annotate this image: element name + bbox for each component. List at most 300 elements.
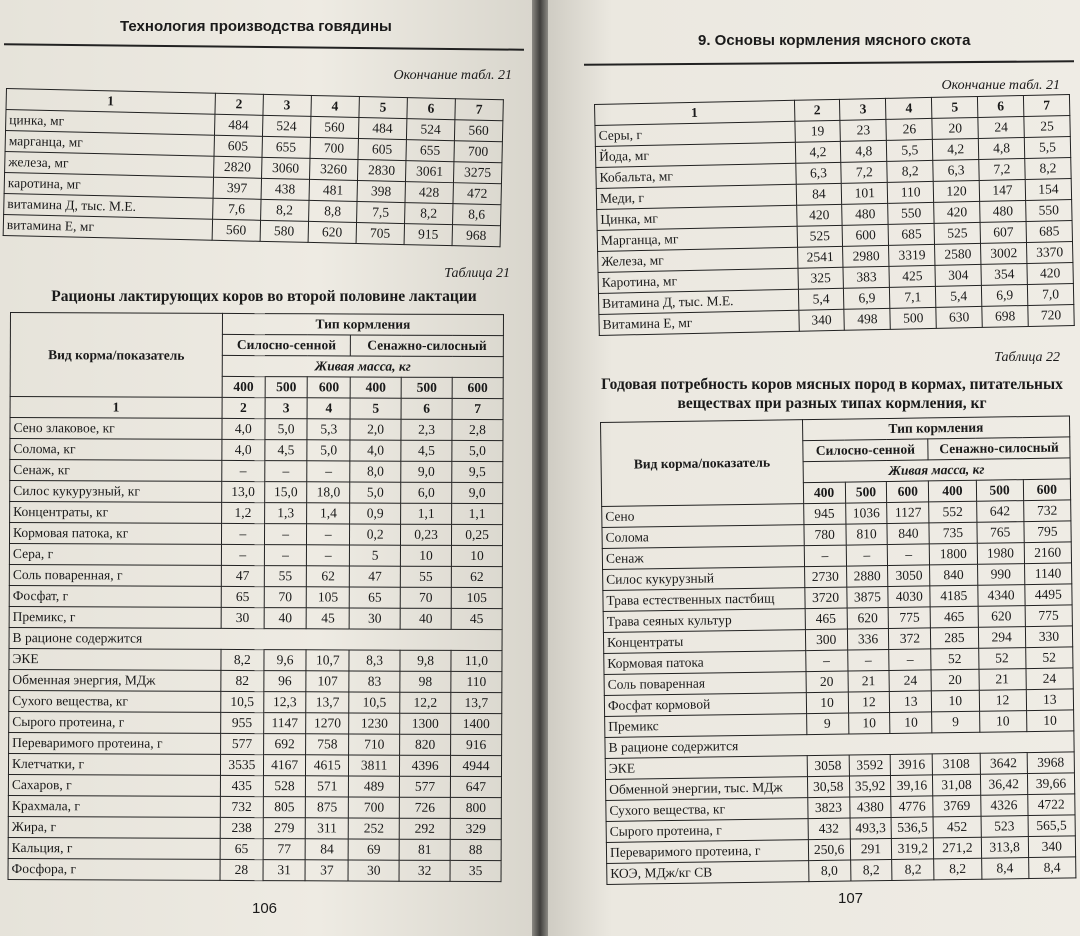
main-table <box>8 312 504 882</box>
table-cell: 45 <box>451 608 502 629</box>
table-cell: 340 <box>798 309 844 331</box>
table-cell: 452 <box>933 816 981 838</box>
row-label: Меди, г <box>596 184 796 209</box>
table-cell: 285 <box>931 627 979 649</box>
row-label: В рационе содержится <box>9 627 502 650</box>
table-cell: 40 <box>400 608 451 629</box>
table-cell: 3275 <box>453 162 502 184</box>
table-cell: 3642 <box>980 753 1028 775</box>
table-cell: 758 <box>306 734 349 755</box>
table-cell: 726 <box>399 797 450 818</box>
table-cell: 36,42 <box>980 774 1028 796</box>
table-cell: – <box>264 461 307 482</box>
mass-value: 600 <box>887 481 929 503</box>
table-cell: – <box>805 650 847 672</box>
table-cell: 24 <box>978 116 1024 138</box>
table-cell: 4,2 <box>795 141 841 163</box>
table-cell: 311 <box>306 818 349 839</box>
mass-value: 400 <box>803 482 845 504</box>
mass-value: 500 <box>401 377 452 398</box>
table-cell: 8,0 <box>808 860 850 882</box>
table-cell: 6,9 <box>982 284 1028 306</box>
mass-value: 400 <box>222 376 265 397</box>
table-cell: 40 <box>264 608 307 629</box>
table-cell: 4,0 <box>222 418 265 439</box>
table-cell: 915 <box>404 224 452 246</box>
table-cell: 83 <box>349 671 400 692</box>
table-cell: 18,0 <box>307 482 350 503</box>
table-cell: 945 <box>803 503 845 525</box>
table-cell: 655 <box>262 136 310 158</box>
table-cell: 24 <box>889 670 931 692</box>
table-cell: 10 <box>451 545 502 566</box>
table-cell: 3370 <box>1027 242 1073 264</box>
table-cell: 4776 <box>891 796 933 818</box>
table-cell: 4,8 <box>978 137 1024 159</box>
table-cell: 550 <box>888 202 934 224</box>
table-cell: 52 <box>1025 647 1073 669</box>
table-cell: 620 <box>308 221 356 243</box>
table-cell: 9 <box>932 711 980 733</box>
table-cell: 250,6 <box>808 839 850 861</box>
table-cell: 765 <box>976 522 1024 544</box>
table-cell: 77 <box>263 839 306 860</box>
table-cell: 1300 <box>400 713 451 734</box>
row-label: Сера, г <box>9 544 221 566</box>
table-cell: 700 <box>310 137 358 159</box>
table-title: Годовая потребность коров мясных пород в кормах, питательных веществах при разных типах кормления, кг <box>601 376 1063 412</box>
table-cell: 3720 <box>804 587 846 609</box>
table-cell: 105 <box>451 587 502 608</box>
table-cell: 9 <box>806 713 848 735</box>
table-cell: 3916 <box>891 754 933 776</box>
table-cell: 536,5 <box>891 817 933 839</box>
row-label: Фосфат кормовой <box>604 693 806 717</box>
row-label: Переваримого протеина, г <box>9 732 221 754</box>
table-row <box>8 753 501 776</box>
table-row <box>8 816 501 839</box>
table-cell: 30 <box>348 860 399 881</box>
table-cell: 0,23 <box>401 524 452 545</box>
table-cell: 550 <box>1026 200 1072 222</box>
table-cell: 3319 <box>889 244 935 266</box>
table-row <box>8 858 501 881</box>
table-cell: 20 <box>932 117 978 139</box>
table-cell: 340 <box>1028 836 1076 858</box>
table-cell: 432 <box>808 818 850 840</box>
table-cell: 336 <box>847 628 889 650</box>
table-cell: 107 <box>306 671 349 692</box>
column-header: Вид корма/показатель <box>601 420 804 507</box>
table-cell: 0,9 <box>350 503 401 524</box>
table-cell: 47 <box>221 565 264 586</box>
right-page <box>548 0 1080 936</box>
table-cell: 8,2 <box>404 203 452 225</box>
table-cell: 2880 <box>846 565 888 587</box>
table-cell: 820 <box>400 734 451 755</box>
table-cell: 525 <box>934 222 980 244</box>
table-cell: 2,8 <box>452 419 503 440</box>
table-cell: 30 <box>349 608 400 629</box>
table-cell: 5,0 <box>350 482 401 503</box>
column-number: 6 <box>407 98 455 120</box>
row-label: Премикс <box>605 714 807 738</box>
header-rule <box>4 43 524 50</box>
table-cell: 7,0 <box>1027 284 1073 306</box>
table-cell: 2830 <box>357 159 405 181</box>
table-cell: 795 <box>1024 521 1072 543</box>
row-label: Крахмала, г <box>8 795 220 817</box>
table-cell: 1147 <box>263 713 306 734</box>
table-cell: 1140 <box>1024 563 1072 585</box>
table-cell: 630 <box>936 306 982 328</box>
type-a-header: Силосно-сенной <box>802 439 928 462</box>
table-cell: 4030 <box>888 586 930 608</box>
table-cell: 9,0 <box>452 482 503 503</box>
table-cell: 840 <box>930 564 978 586</box>
table-cell: 875 <box>306 797 349 818</box>
table-label: Таблица 22 <box>994 350 1060 365</box>
table-cell: 1,3 <box>264 503 307 524</box>
table-cell: 692 <box>263 734 306 755</box>
table-cell: 2160 <box>1024 542 1072 564</box>
row-label: Переваримого протеина, г <box>606 840 808 864</box>
row-label: Клетчатки, г <box>8 753 220 775</box>
table-cell: 300 <box>805 629 847 651</box>
table-cell: 2980 <box>843 245 889 267</box>
column-number: 6 <box>401 398 452 419</box>
table-cell: 620 <box>847 607 889 629</box>
table-cell: 775 <box>889 607 931 629</box>
table-cell: 1,2 <box>222 502 265 523</box>
table-row <box>9 711 502 734</box>
table-row <box>9 648 502 671</box>
table-cell: 8,2 <box>1025 158 1071 180</box>
table-cell: 45 <box>307 608 350 629</box>
mass-value: 400 <box>929 480 977 502</box>
table-cell: 98 <box>400 671 451 692</box>
table-cell: 5,5 <box>887 139 933 161</box>
table-cell: 8,2 <box>892 859 934 881</box>
mass-value: 500 <box>845 482 887 504</box>
table-cell: 15,0 <box>264 482 307 503</box>
table-cell: 732 <box>1023 500 1071 522</box>
row-label: Сенаж, кг <box>10 460 222 482</box>
table-cell: 8,0 <box>350 461 401 482</box>
table-cell: 65 <box>220 838 263 859</box>
table-cell: 70 <box>400 587 451 608</box>
type-header: Тип кормления <box>222 313 503 335</box>
table-cell: 238 <box>220 817 263 838</box>
table-cell: 62 <box>451 566 502 587</box>
table-cell: 990 <box>977 564 1025 586</box>
table-cell: 10 <box>848 712 890 734</box>
continuation-table <box>3 88 504 247</box>
table-cell: 420 <box>934 201 980 223</box>
table-cell: 698 <box>982 305 1028 327</box>
table-cell: 607 <box>980 221 1026 243</box>
column-number: 2 <box>794 99 840 121</box>
table-cell: 397 <box>213 177 261 199</box>
table-row <box>8 795 501 818</box>
table-cell: 101 <box>842 182 888 204</box>
table-cell: – <box>307 461 350 482</box>
table-cell: 647 <box>450 776 501 797</box>
mass-value: 600 <box>308 377 351 398</box>
table-cell: 354 <box>981 263 1027 285</box>
table-title: Рационы лактирующих коров во второй половине лактации <box>51 288 477 305</box>
mass-value: 600 <box>1023 479 1071 501</box>
table-cell: 1,4 <box>307 503 350 524</box>
table-cell: 31,08 <box>933 774 981 796</box>
table-cell: 3769 <box>933 795 981 817</box>
page-number: 107 <box>838 890 864 907</box>
row-label: Обменная энергия, МДж <box>9 669 221 691</box>
table-cell: 12,2 <box>400 692 451 713</box>
table-cell: 4380 <box>849 796 891 818</box>
table-row <box>10 460 503 483</box>
table-cell: 25 <box>1024 116 1070 138</box>
row-label: Сырого протеина, г <box>606 819 808 843</box>
table-cell: 560 <box>310 116 358 138</box>
table-cell: 19 <box>794 120 840 142</box>
table-cell: 8,2 <box>260 199 308 221</box>
row-label: Сахаров, г <box>8 774 220 796</box>
table-cell: 5,4 <box>798 288 844 310</box>
table-cell: – <box>221 544 264 565</box>
table-cell: 600 <box>843 224 889 246</box>
table-cell: 13 <box>1026 689 1074 711</box>
table-cell: 110 <box>451 671 502 692</box>
table-cell: 8,3 <box>349 650 400 671</box>
table-row <box>9 690 502 713</box>
row-label: Силос кукурузный <box>603 567 805 591</box>
header-row <box>10 313 503 336</box>
mass-value: 600 <box>452 377 503 398</box>
table-cell: 372 <box>889 628 931 650</box>
table-row <box>10 418 503 441</box>
column-number: 7 <box>455 99 504 121</box>
table-row <box>10 502 503 525</box>
table-cell: 24 <box>1026 668 1074 690</box>
book-gutter <box>532 0 548 936</box>
table-cell: 52 <box>978 648 1026 670</box>
table-cell: 81 <box>399 839 450 860</box>
row-label: Сухого вещества, кг <box>606 798 808 822</box>
table-cell: 1036 <box>845 502 887 524</box>
type-header: Тип кормления <box>802 416 1070 441</box>
table-cell: 735 <box>929 522 977 544</box>
table-cell: 605 <box>214 135 262 157</box>
page-number: 106 <box>252 900 278 917</box>
table-cell: 710 <box>349 734 400 755</box>
table-cell: 4,5 <box>401 440 452 461</box>
table-cell: 705 <box>356 222 404 244</box>
table-cell: – <box>264 524 307 545</box>
table-cell: 655 <box>406 140 454 162</box>
table-cell: 9,0 <box>401 461 452 482</box>
table-cell: 4,2 <box>933 138 979 160</box>
table-cell: 489 <box>349 776 400 797</box>
table-cell: 4185 <box>930 585 978 607</box>
column-number: 2 <box>222 397 265 418</box>
table-cell: 642 <box>976 501 1024 523</box>
table-cell: 465 <box>930 606 978 628</box>
table-cell: 271,2 <box>934 837 982 859</box>
header-rule <box>584 60 1074 65</box>
table-cell: 23 <box>840 119 886 141</box>
table-cell: 4326 <box>980 795 1028 817</box>
table-cell: 700 <box>454 141 503 163</box>
table-cell: 13,7 <box>306 692 349 713</box>
table-cell: – <box>846 544 888 566</box>
table-cell: 7,2 <box>841 161 887 183</box>
table-cell: 4340 <box>977 585 1025 607</box>
row-label: Трава естественных пастбищ <box>603 588 805 612</box>
row-label: Сено злаковое, кг <box>10 418 222 440</box>
table-cell: 330 <box>1025 626 1073 648</box>
table-cell: 2820 <box>213 156 261 178</box>
table-cell: 7,5 <box>356 201 404 223</box>
table-cell: 21 <box>978 669 1026 691</box>
table-cell: 4722 <box>1027 794 1075 816</box>
table-row <box>10 439 503 462</box>
table-cell: 383 <box>843 266 889 288</box>
table-cell: 465 <box>805 608 847 630</box>
continuation-table <box>594 94 1075 336</box>
table-cell: 3968 <box>1027 752 1075 774</box>
row-label: В рационе содержится <box>605 731 1074 759</box>
row-label: Витамина Д, тыс. М.Е. <box>598 289 798 314</box>
table-cell: 8,4 <box>1028 857 1076 879</box>
table-cell: 840 <box>887 523 929 545</box>
table-cell: 420 <box>1027 263 1073 285</box>
continuation-label: Окончание табл. 21 <box>941 78 1060 93</box>
table-cell: 82 <box>221 670 264 691</box>
table-cell: 565,5 <box>1028 815 1076 837</box>
row-label: Сенаж <box>602 546 804 570</box>
table-cell: 500 <box>890 307 936 329</box>
table-cell: 5,5 <box>1024 137 1070 159</box>
row-label: КОЭ, МДж/кг СВ <box>607 861 809 885</box>
table-cell: 9,8 <box>400 650 451 671</box>
table-cell: 3050 <box>888 565 930 587</box>
table-cell: 7,6 <box>212 198 260 220</box>
table-cell: 5,0 <box>307 440 350 461</box>
table-cell: 523 <box>981 816 1029 838</box>
table-cell: 147 <box>979 179 1025 201</box>
table-row <box>9 585 502 608</box>
column-number: 7 <box>1023 95 1069 117</box>
table-cell: 2730 <box>804 566 846 588</box>
table-cell: 6,9 <box>844 287 890 309</box>
table-cell: 498 <box>844 308 890 330</box>
row-label: ЭКЕ <box>605 756 807 780</box>
row-label: Марганца, мг <box>597 226 797 251</box>
table-cell: 105 <box>307 587 350 608</box>
table-row <box>8 774 501 797</box>
table-cell: 8,2 <box>887 160 933 182</box>
table-cell: 3875 <box>846 586 888 608</box>
table-cell: 65 <box>221 586 264 607</box>
table-cell: 13,0 <box>222 481 265 502</box>
table-cell: – <box>889 649 931 671</box>
table-cell: 3592 <box>849 754 891 776</box>
table-cell: 4,0 <box>350 440 401 461</box>
row-label: Цинка, мг <box>597 205 797 230</box>
table-cell: 10,5 <box>221 691 264 712</box>
table-cell: 398 <box>357 180 405 202</box>
table-cell: 10,7 <box>306 650 349 671</box>
table-cell: 10 <box>806 692 848 714</box>
table-cell: 11,0 <box>451 650 502 671</box>
table-cell: 96 <box>264 671 307 692</box>
table-cell: 480 <box>842 203 888 225</box>
continuation-label: Окончание табл. 21 <box>393 68 512 83</box>
table-cell: 0,25 <box>452 524 503 545</box>
mass-header: Живая масса, кг <box>222 355 503 377</box>
table-cell: – <box>307 524 350 545</box>
row-label: цинка, мг <box>6 110 215 136</box>
table-cell: 4495 <box>1025 584 1073 606</box>
table-cell: – <box>222 460 265 481</box>
table-cell: 9,6 <box>264 650 307 671</box>
table-cell: 3002 <box>981 242 1027 264</box>
column-number: 3 <box>840 98 886 120</box>
column-number: 4 <box>886 97 932 119</box>
left-page <box>0 0 532 936</box>
type-a-header: Силосно-сенной <box>222 334 350 356</box>
table-cell: 8,2 <box>221 649 264 670</box>
table-row <box>9 732 502 755</box>
section-row <box>9 627 502 650</box>
row-label: Сухого вещества, кг <box>9 690 221 712</box>
table-cell: 31 <box>263 860 306 881</box>
row-label: Жира, г <box>8 816 220 838</box>
table-cell: 2,0 <box>350 419 401 440</box>
table-cell: 438 <box>261 178 309 200</box>
column-number: 5 <box>932 96 978 118</box>
table-cell: 4615 <box>306 755 349 776</box>
table-cell: 605 <box>358 139 406 161</box>
table-cell: 37 <box>305 860 348 881</box>
table-cell: 5,3 <box>307 419 350 440</box>
row-label: Йода, мг <box>595 142 795 167</box>
table-cell: 13 <box>890 691 932 713</box>
table-cell: 1,1 <box>401 503 452 524</box>
row-label: Каротина, мг <box>598 268 798 293</box>
table-cell: 3535 <box>220 754 263 775</box>
table-cell: 52 <box>931 648 979 670</box>
table-cell: 6,0 <box>401 482 452 503</box>
table-cell: 26 <box>886 118 932 140</box>
table-cell: 110 <box>888 181 934 203</box>
table-cell: 10 <box>932 690 980 712</box>
row-label: Кобальта, мг <box>596 163 796 188</box>
table-row <box>8 837 501 860</box>
table-row <box>9 523 502 546</box>
table-cell: 700 <box>348 797 399 818</box>
table-cell: 8,8 <box>308 200 356 222</box>
table-row <box>9 669 502 692</box>
table-cell: 732 <box>220 796 263 817</box>
column-number: 1 <box>6 89 215 115</box>
table-cell: 4,5 <box>265 440 308 461</box>
table-cell: 525 <box>797 225 843 247</box>
table-cell: 571 <box>306 776 349 797</box>
table-cell: 39,16 <box>891 775 933 797</box>
column-number: 2 <box>215 93 263 115</box>
